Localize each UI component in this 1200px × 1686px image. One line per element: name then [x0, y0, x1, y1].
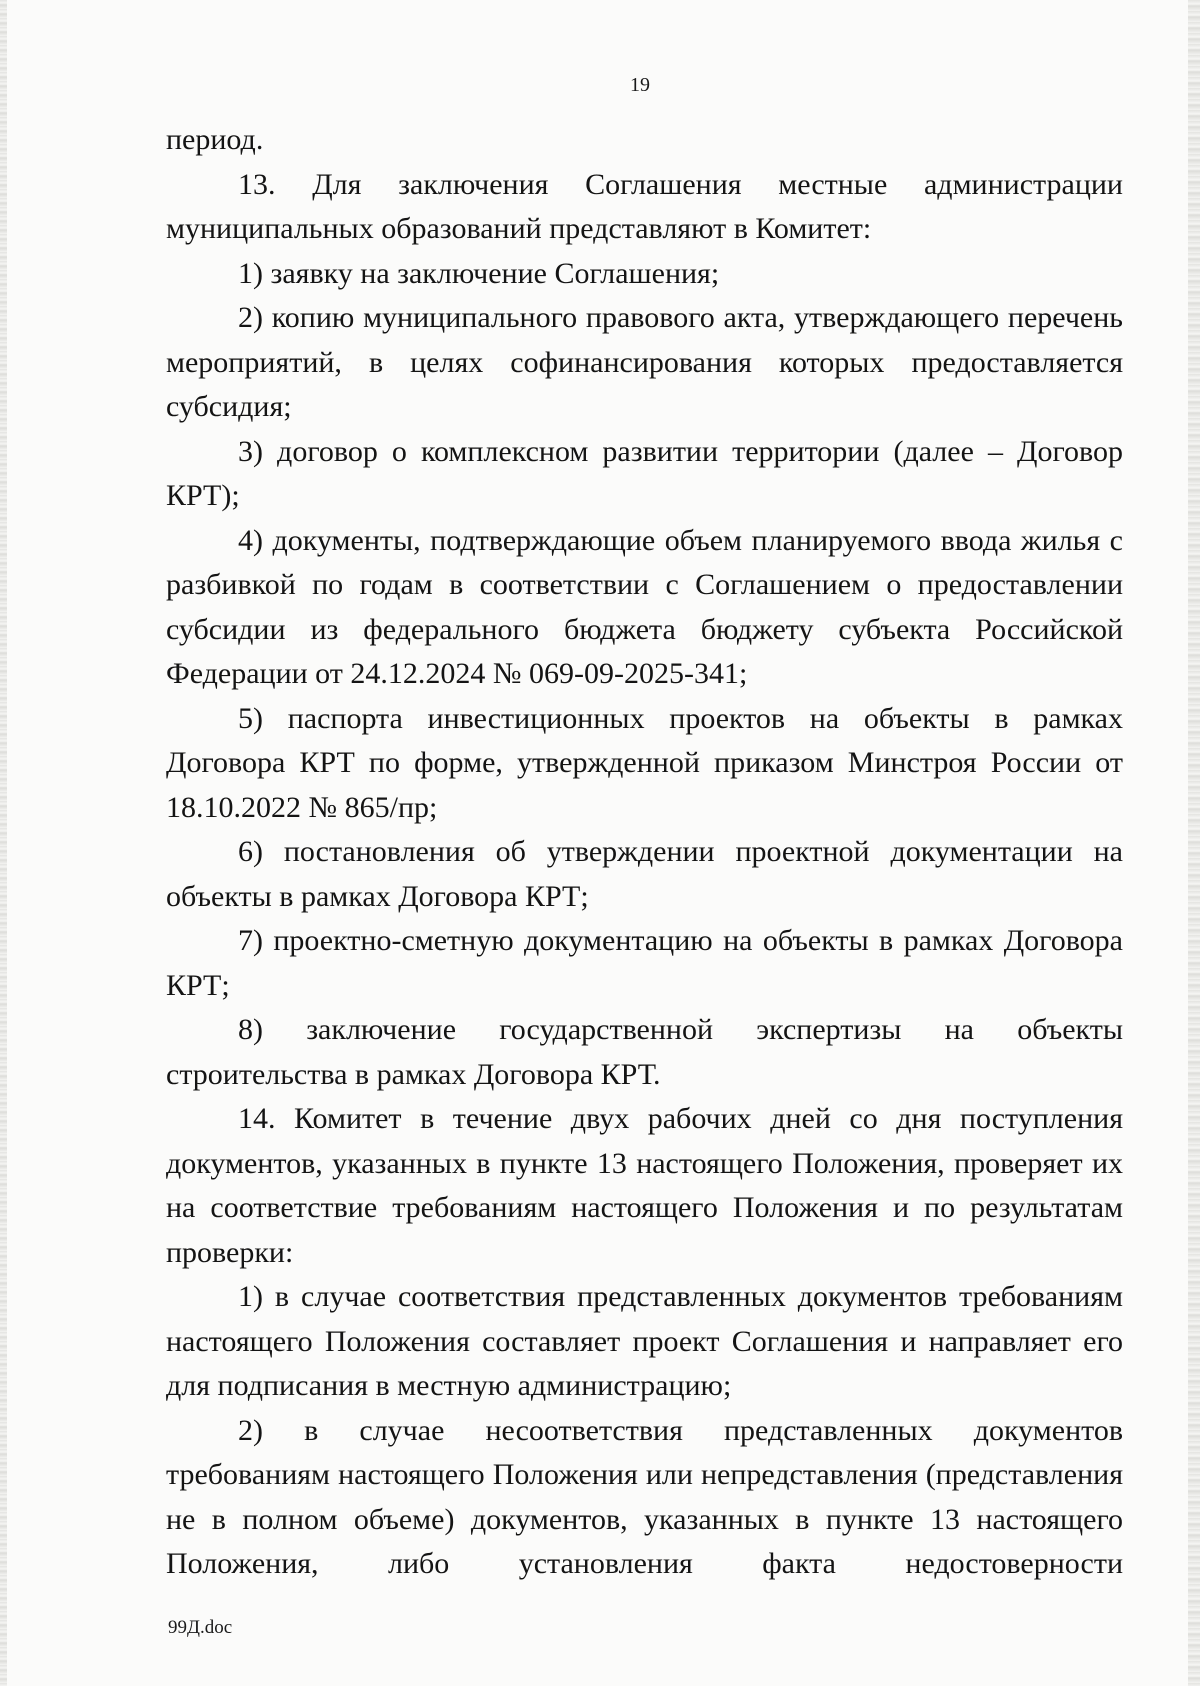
document-body [166, 118, 1123, 1587]
paragraph: период. [166, 123, 264, 156]
paragraph: 4) документы, подтверждающие объем планируемого ввода жилья с разбивкой по годам в соответствии с Соглашением о предоставлении субсидии из федерального бюджета бюджету субъекта Российской Федерации от 24.12.2024 № 069-09-2025-341; [166, 523, 1123, 690]
paragraph: 7) проектно-сметную документацию на объекты в рамках Договора КРТ; [166, 924, 1123, 1002]
paragraph: 1) заявку на заключение Соглашения; [238, 256, 720, 290]
scan-edge-right [1188, 0, 1200, 1686]
paragraph: 2) копию муниципального правового акта, утверждающего перечень мероприятий, в целях софинансирования которых предоставляется субсидия; [166, 301, 1123, 423]
paragraph: 14. Комитет в течение двух рабочих дней со дня поступления документов, указанных в пункте 13 настоящего Положения, проверяет их на соответствие требованиям настоящего Положения и по результатам проверки: [166, 1102, 1123, 1269]
scan-edge-left [0, 0, 7, 1686]
paragraph: 1) в случае соответствия представленных документов требованиям настоящего Положения составляет проект Соглашения и направляет его для подписания в местную администрацию; [166, 1280, 1123, 1402]
paragraph: 5) паспорта инвестиционных проектов на объекты в рамках Договора КРТ по форме, утвержденной приказом Минстроя России от 18.10.2022 № 865/пр; [166, 701, 1123, 824]
paragraph: 3) договор о комплексном развитии территории (далее – Договор КРТ); [166, 434, 1123, 512]
paragraph: 13. Для заключения Соглашения местные администрации муниципальных образований представляют в Комитет: [166, 167, 1123, 245]
paragraph: 6) постановления об утверждении проектной документации на объекты в рамках Договора КРТ; [166, 835, 1123, 913]
paragraph: 8) заключение государственной экспертизы на объекты строительства в рамках Договора КРТ. [166, 1013, 1123, 1091]
paragraph-continued: 2) в случае несоответствия представленных документов требованиям настоящего Положения или непредставления (представления не в полном объеме) документов, указанных в пункте 13 настоящего Положения, либо установления факта недостоверности [166, 1413, 1123, 1580]
footer-filename: 99Д.doc [168, 1617, 233, 1638]
page-number: 19 [630, 74, 650, 96]
